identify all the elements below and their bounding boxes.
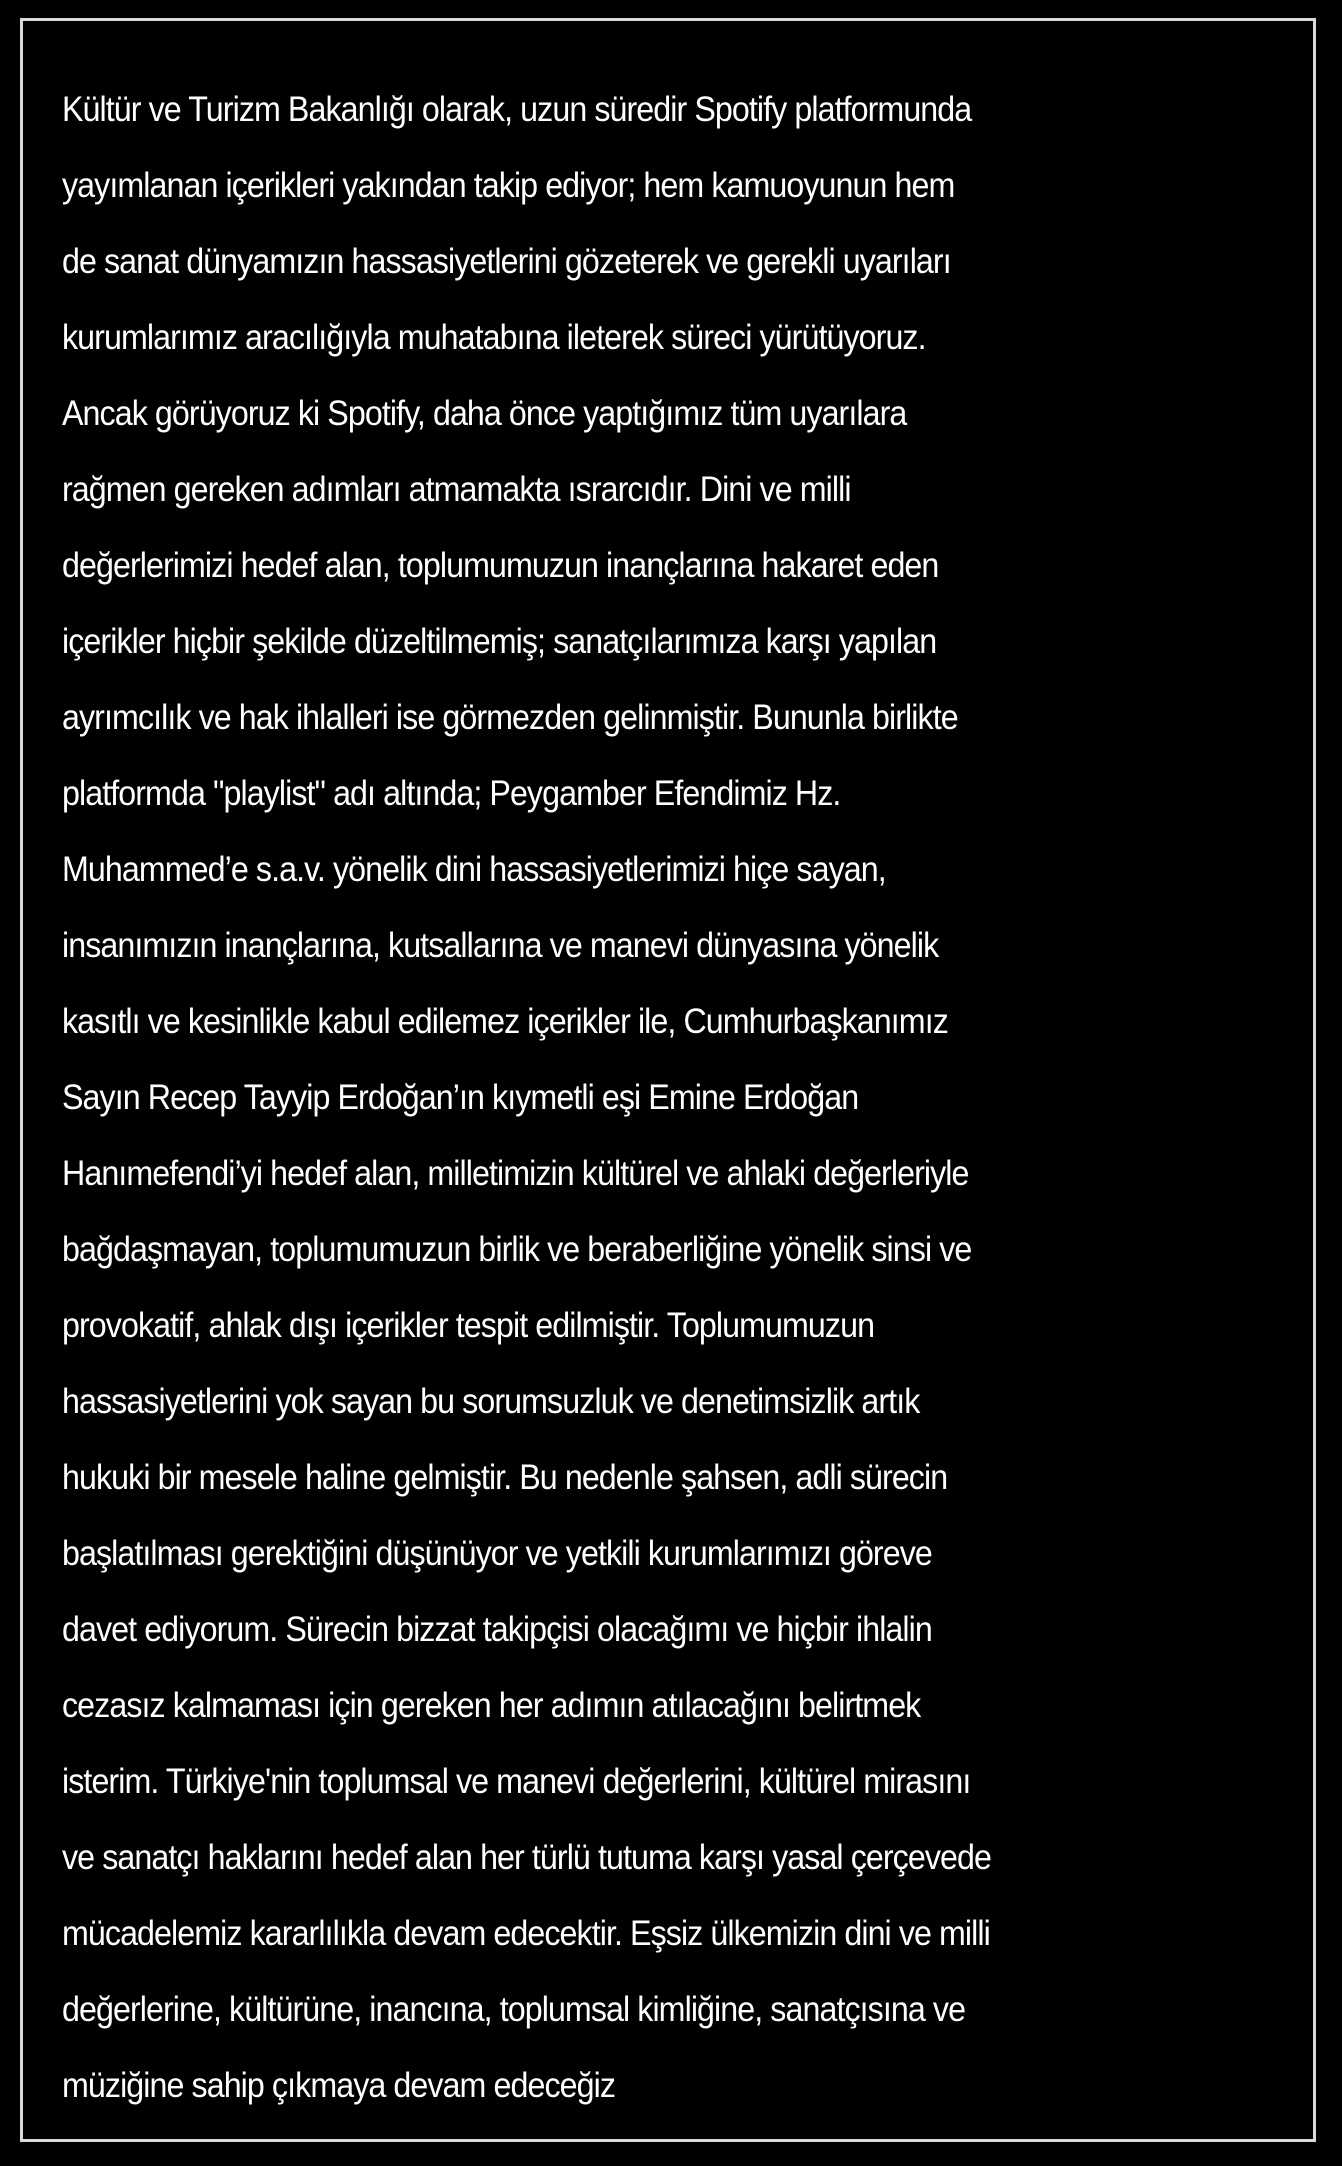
statement-line: cezasız kalmaması için gereken her adımın atılacağını belirtmek: [62, 1686, 921, 1725]
statement-line: davet ediyorum. Sürecin bizzat takipçisi olacağımı ve hiçbir ihlalin: [62, 1610, 932, 1649]
statement-line: değerlerine, kültürüne, inancına, toplumsal kimliğine, sanatçısına ve: [62, 1990, 966, 2029]
statement-line: Sayın Recep Tayyip Erdoğan’ın kıymetli eşi Emine Erdoğan: [62, 1078, 859, 1117]
statement-line: Ancak görüyoruz ki Spotify, daha önce yaptığımız tüm uyarılara: [62, 394, 907, 433]
statement-line: kurumlarımız aracılığıyla muhatabına ileterek süreci yürütüyoruz.: [62, 318, 926, 357]
statement-line: başlatılması gerektiğini düşünüyor ve yetkili kurumlarımızı göreve: [62, 1534, 932, 1573]
statement-line: rağmen gereken adımları atmamakta ısrarcıdır. Dini ve milli: [62, 470, 851, 509]
statement-line: de sanat dünyamızın hassasiyetlerini gözeterek ve gerekli uyarıları: [62, 242, 951, 281]
statement-line: hassasiyetlerini yok sayan bu sorumsuzluk ve denetimsizlik artık: [62, 1382, 920, 1421]
statement-line: insanımızın inançlarına, kutsallarına ve manevi dünyasına yönelik: [62, 926, 939, 965]
statement-line: platformda "playlist" adı altında; Peygamber Efendimiz Hz.: [62, 774, 841, 813]
statement-line: Hanımefendi’yi hedef alan, milletimizin kültürel ve ahlaki değerleriyle: [62, 1154, 969, 1193]
statement-line: Kültür ve Turizm Bakanlığı olarak, uzun süredir Spotify platformunda: [62, 90, 972, 129]
statement-line: provokatif, ahlak dışı içerikler tespit edilmiştir. Toplumumuzun: [62, 1306, 875, 1345]
statement-line: bağdaşmayan, toplumumuzun birlik ve beraberliğine yönelik sinsi ve: [62, 1230, 972, 1269]
statement-line: ayrımcılık ve hak ihlalleri ise görmezden gelinmiştir. Bununla birlikte: [62, 698, 958, 737]
statement-line: içerikler hiçbir şekilde düzeltilmemiş; sanatçılarımıza karşı yapılan: [62, 622, 937, 661]
statement-line: değerlerimizi hedef alan, toplumumuzun inançlarına hakaret eden: [62, 546, 939, 585]
statement-text: [62, 72, 1194, 2124]
statement-line: hukuki bir mesele haline gelmiştir. Bu nedenle şahsen, adli sürecin: [62, 1458, 948, 1497]
statement-line: müziğine sahip çıkmaya devam edeceğiz: [62, 2066, 616, 2105]
statement-line: yayımlanan içerikleri yakından takip ediyor; hem kamuoyunun hem: [62, 166, 955, 205]
statement-line: ve sanatçı haklarını hedef alan her türlü tutuma karşı yasal çerçevede: [62, 1838, 991, 1877]
statement-line: kasıtlı ve kesinlikle kabul edilemez içerikler ile, Cumhurbaşkanımız: [62, 1002, 948, 1041]
statement-line: mücadelemiz kararlılıkla devam edecektir. Eşsiz ülkemizin dini ve milli: [62, 1914, 990, 1953]
statement-line: isterim. Türkiye'nin toplumsal ve manevi değerlerini, kültürel mirasını: [62, 1762, 971, 1801]
statement-line: Muhammed’e s.a.v. yönelik dini hassasiyetlerimizi hiçe sayan,: [62, 850, 886, 889]
